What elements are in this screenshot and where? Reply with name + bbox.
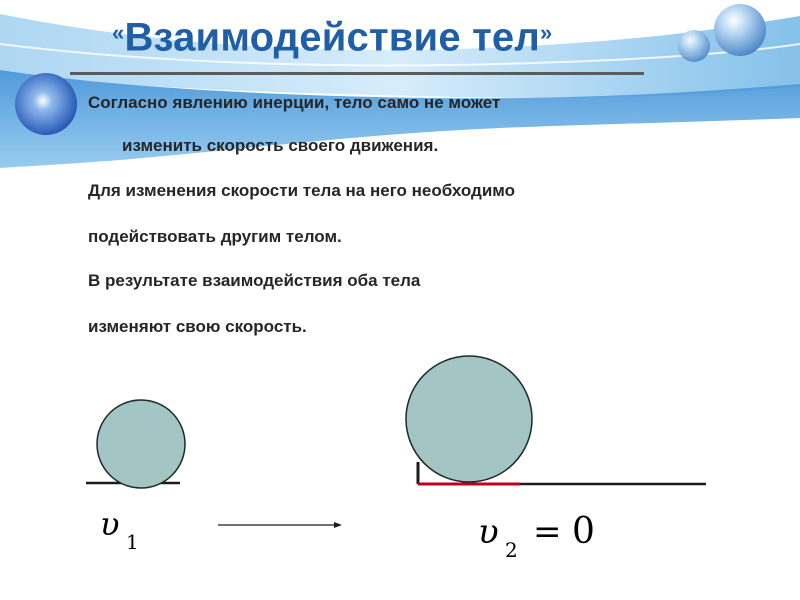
- paragraph-line-1: Согласно явлению инерции, тело само не может: [88, 93, 501, 112]
- velocity2-symbol: υ: [478, 512, 499, 552]
- velocity1-symbol: υ: [100, 505, 120, 543]
- title-text: Взаимодействие тел: [124, 15, 540, 60]
- paragraph-line-5: В результате взаимодействия оба тела: [88, 271, 421, 290]
- ball-large: [406, 356, 532, 482]
- velocity1-subscript: 1: [126, 530, 139, 554]
- paragraph-line-2: изменить скорость своего движения.: [122, 136, 439, 155]
- paragraph-line-4: подействовать другим телом.: [88, 227, 342, 246]
- title-quote-close: »: [539, 20, 553, 45]
- ball-small: [97, 400, 185, 488]
- paragraph-line-3: Для изменения скорости тела на него необходимо: [88, 181, 516, 200]
- velocity2-value: 0: [572, 511, 595, 552]
- velocity2-subscript: 2: [505, 538, 518, 562]
- title-quote-open: «: [112, 20, 125, 45]
- equals-sign: =: [533, 512, 562, 552]
- arrow-head-icon: [334, 522, 342, 528]
- paragraph-line-6: изменяют свою скорость.: [88, 317, 307, 336]
